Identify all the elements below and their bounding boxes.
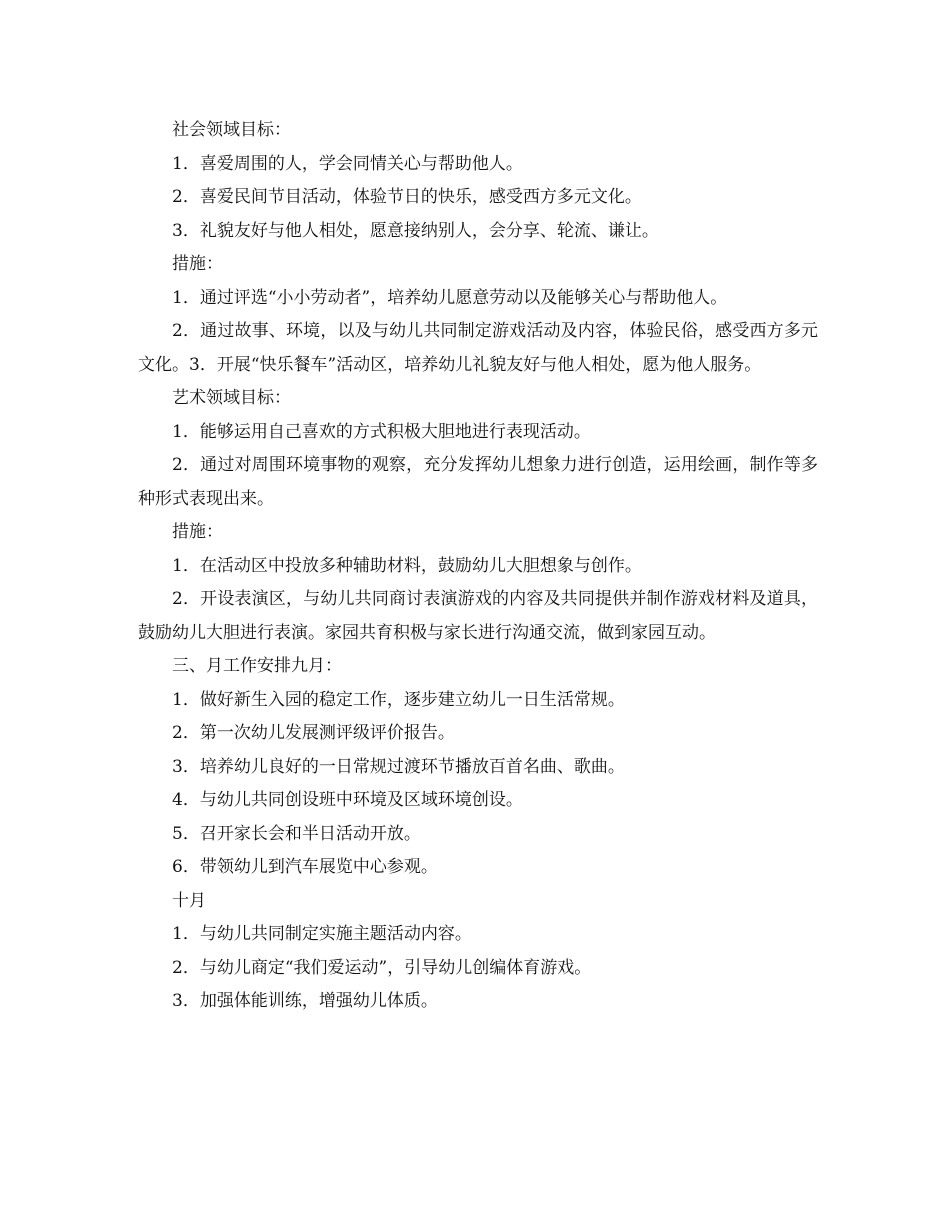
paragraph: 2．通过对周围环境事物的观察，充分发挥幼儿想象力进行创造，运用绘画，制作等多种形式表现出来。 bbox=[138, 455, 818, 509]
paragraph: 1．与幼儿共同制定实施主题活动内容。 bbox=[172, 924, 472, 944]
paragraph: 2．与幼儿商定“我们爱运动”，引导幼儿创编体育游戏。 bbox=[172, 957, 592, 978]
document-body bbox=[138, 114, 818, 1019]
section-heading-measures: 措施： bbox=[172, 254, 223, 274]
paragraph: 3．加强体能训练，增强幼儿体质。 bbox=[172, 991, 438, 1011]
section-heading-october: 十月 bbox=[172, 890, 206, 911]
section-heading-social-goals: 社会领域目标： bbox=[172, 120, 291, 140]
paragraph: 2．开设表演区，与幼儿共同商讨表演游戏的内容及共同提供并制作游戏材料及道具，鼓励幼儿大胆进行表演。家园共育积极与家长进行沟通交流，做到家园互动。 bbox=[138, 589, 818, 643]
paragraph: 2．喜爱民间节目活动，体验节日的快乐，感受西方多元文化。 bbox=[172, 187, 642, 207]
paragraph: 2．第一次幼儿发展测评级评价报告。 bbox=[172, 723, 455, 743]
section-heading-monthly-plan: 三、月工作安排九月： bbox=[172, 656, 342, 676]
paragraph: 2．通过故事、环境，以及与幼儿共同制定游戏活动及内容，体验民俗，感受西方多元文化。3．开展“快乐餐车”活动区，培养幼儿礼貌友好与他人相处，愿为他人服务。 bbox=[138, 321, 818, 375]
paragraph: 1．能够运用自己喜欢的方式积极大胆地进行表现活动。 bbox=[172, 421, 591, 442]
section-heading-measures: 措施： bbox=[172, 522, 223, 542]
paragraph: 6．带领幼儿到汽车展览中心参观。 bbox=[172, 857, 438, 877]
section-heading-art-goals: 艺术领域目标： bbox=[172, 388, 291, 408]
paragraph: 5．召开家长会和半日活动开放。 bbox=[172, 823, 421, 844]
paragraph: 3．礼貌友好与他人相处，愿意接纳别人，会分享、轮流、谦让。 bbox=[172, 220, 659, 241]
paragraph: 4．与幼儿共同创设班中环境及区域环境创设。 bbox=[172, 790, 523, 810]
paragraph: 1．喜爱周围的人，学会同情关心与帮助他人。 bbox=[172, 153, 523, 174]
paragraph: 1．在活动区中投放多种辅助材料，鼓励幼儿大胆想象与创作。 bbox=[172, 555, 642, 576]
paragraph: 3．培养幼儿良好的一日常规过渡环节播放百首名曲、歌曲。 bbox=[172, 756, 625, 777]
paragraph: 1．通过评选“小小劳动者”，培养幼儿愿意劳动以及能够关心与帮助他人。 bbox=[172, 287, 728, 308]
paragraph: 1．做好新生入园的稳定工作，逐步建立幼儿一日生活常规。 bbox=[172, 689, 625, 710]
